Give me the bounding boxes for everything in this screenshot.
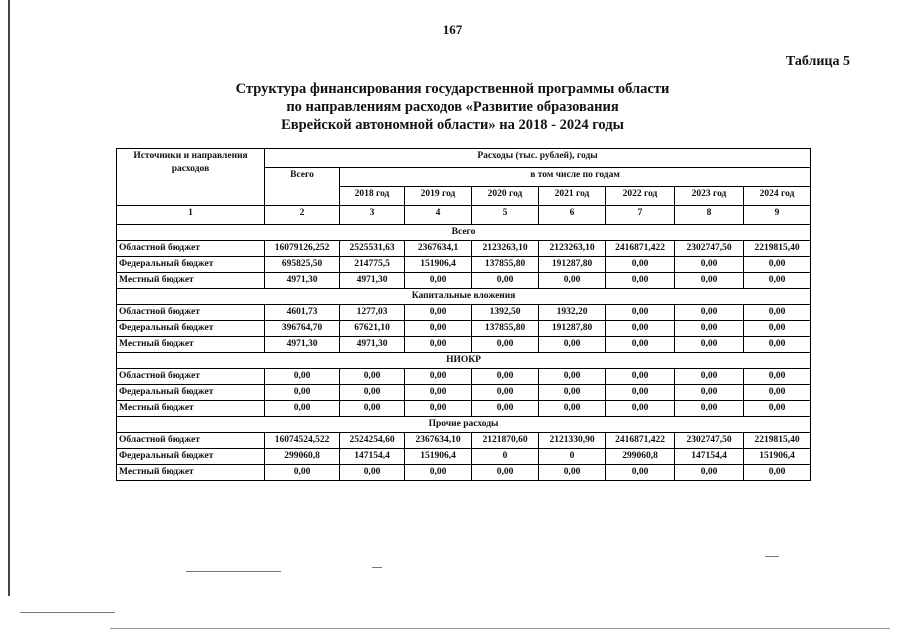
table-cell: 1277,03 <box>340 305 405 321</box>
table-cell: 0,00 <box>472 401 539 417</box>
scan-artifact <box>186 571 281 572</box>
table-cell: 2121870,60 <box>472 433 539 449</box>
table-cell: 695825,50 <box>265 257 340 273</box>
table-cell: 67621,10 <box>340 321 405 337</box>
header-by-year: в том числе по годам <box>340 168 811 187</box>
table-row <box>117 273 811 289</box>
table-cell: 137855,80 <box>472 257 539 273</box>
section-title: Всего <box>117 225 811 241</box>
row-label: Местный бюджет <box>117 465 265 481</box>
table-cell: 1932,20 <box>539 305 606 321</box>
column-number: 3 <box>340 206 405 225</box>
table-cell: 16074524,522 <box>265 433 340 449</box>
table-cell: 2121330,90 <box>539 433 606 449</box>
table-row <box>117 401 811 417</box>
table-row <box>117 465 811 481</box>
header-year: 2021 год <box>539 187 606 206</box>
table-row <box>117 385 811 401</box>
table-cell: 0 <box>472 449 539 465</box>
column-number: 4 <box>405 206 472 225</box>
table-cell: 0,00 <box>675 369 744 385</box>
table-cell: 0,00 <box>606 385 675 401</box>
table-cell: 0,00 <box>539 273 606 289</box>
table-row <box>117 241 811 257</box>
table-cell: 0,00 <box>744 321 811 337</box>
table-cell: 191287,80 <box>539 257 606 273</box>
table-cell: 2302747,50 <box>675 433 744 449</box>
table-cell: 0,00 <box>744 337 811 353</box>
table-cell: 0,00 <box>340 401 405 417</box>
table-cell: 0,00 <box>744 273 811 289</box>
table-cell: 4601,73 <box>265 305 340 321</box>
section-title: Прочие расходы <box>117 417 811 433</box>
header-expenses: Расходы (тыс. рублей), годы <box>265 149 811 168</box>
row-label: Местный бюджет <box>117 401 265 417</box>
table-cell: 0,00 <box>472 369 539 385</box>
table-cell: 0,00 <box>405 401 472 417</box>
section-title: НИОКР <box>117 353 811 369</box>
row-label: Местный бюджет <box>117 273 265 289</box>
table-cell: 0,00 <box>265 401 340 417</box>
row-label: Федеральный бюджет <box>117 257 265 273</box>
row-label: Федеральный бюджет <box>117 385 265 401</box>
table-cell: 0,00 <box>539 385 606 401</box>
table-cell: 0,00 <box>675 465 744 481</box>
table-cell: 0,00 <box>606 273 675 289</box>
scan-artifact <box>20 612 115 613</box>
table-cell: 4971,30 <box>265 273 340 289</box>
table-cell: 0,00 <box>405 337 472 353</box>
table-cell: 0,00 <box>744 385 811 401</box>
table-cell: 2123263,10 <box>539 241 606 257</box>
table-cell: 0 <box>539 449 606 465</box>
table-cell: 0,00 <box>675 337 744 353</box>
table-row <box>117 305 811 321</box>
table-row <box>117 257 811 273</box>
row-label: Областной бюджет <box>117 305 265 321</box>
header-year: 2023 год <box>675 187 744 206</box>
table-cell: 0,00 <box>744 465 811 481</box>
table-cell: 0,00 <box>405 321 472 337</box>
table-cell: 2524254,60 <box>340 433 405 449</box>
table-cell: 0,00 <box>472 337 539 353</box>
table-cell: 0,00 <box>340 369 405 385</box>
header-year: 2020 год <box>472 187 539 206</box>
table-cell: 0,00 <box>675 305 744 321</box>
header-year: 2022 год <box>606 187 675 206</box>
section-header-row <box>117 353 811 369</box>
scan-artifact <box>110 628 890 629</box>
table-cell: 0,00 <box>744 305 811 321</box>
section-header-row <box>117 289 811 305</box>
header-year: 2019 год <box>405 187 472 206</box>
table-cell: 151906,4 <box>405 449 472 465</box>
column-number: 2 <box>265 206 340 225</box>
table-cell: 2525531,63 <box>340 241 405 257</box>
table-cell: 0,00 <box>340 465 405 481</box>
table-cell: 0,00 <box>539 369 606 385</box>
column-number: 9 <box>744 206 811 225</box>
table-cell: 4971,30 <box>340 337 405 353</box>
table-cell: 4971,30 <box>340 273 405 289</box>
table-row <box>117 433 811 449</box>
table-row <box>117 449 811 465</box>
column-number: 1 <box>117 206 265 225</box>
title-line: по направлениям расходов «Развитие образования <box>286 99 619 115</box>
table-cell: 1392,50 <box>472 305 539 321</box>
table-cell: 0,00 <box>675 385 744 401</box>
table-cell: 0,00 <box>744 401 811 417</box>
table-row <box>117 369 811 385</box>
table-cell: 0,00 <box>265 385 340 401</box>
section-header-row <box>117 417 811 433</box>
table-cell: 2302747,50 <box>675 241 744 257</box>
title-line: Еврейской автономной области» на 2018 - 2024 годы <box>281 117 624 133</box>
table-cell: 396764,70 <box>265 321 340 337</box>
table-cell: 0,00 <box>606 321 675 337</box>
financing-table <box>116 148 811 481</box>
table-cell: 0,00 <box>606 305 675 321</box>
page-number: 167 <box>442 22 463 37</box>
row-label: Местный бюджет <box>117 337 265 353</box>
table-cell: 147154,4 <box>675 449 744 465</box>
table-cell: 0,00 <box>472 465 539 481</box>
table-label: Таблица 5 <box>785 54 850 69</box>
table-cell: 16079126,252 <box>265 241 340 257</box>
table-cell: 0,00 <box>405 273 472 289</box>
table-cell: 0,00 <box>675 321 744 337</box>
table-cell: 214775,5 <box>340 257 405 273</box>
table-cell: 0,00 <box>675 401 744 417</box>
section-header-row <box>117 225 811 241</box>
table-cell: 2123263,10 <box>472 241 539 257</box>
header-year: 2024 год <box>744 187 811 206</box>
table-cell: 0,00 <box>744 257 811 273</box>
table-cell: 0,00 <box>606 401 675 417</box>
table-cell: 0,00 <box>606 465 675 481</box>
table-cell: 0,00 <box>405 305 472 321</box>
table-cell: 2367634,10 <box>405 433 472 449</box>
table-cell: 2219815,40 <box>744 241 811 257</box>
table-cell: 2367634,1 <box>405 241 472 257</box>
table-cell: 151906,4 <box>744 449 811 465</box>
table-cell: 191287,80 <box>539 321 606 337</box>
row-label: Федеральный бюджет <box>117 321 265 337</box>
header-sources: Источники и направления расходов <box>117 149 265 206</box>
table-cell: 0,00 <box>675 273 744 289</box>
scan-artifact <box>372 567 382 568</box>
table-row <box>117 321 811 337</box>
column-number: 8 <box>675 206 744 225</box>
table-cell: 0,00 <box>472 385 539 401</box>
row-label: Областной бюджет <box>117 369 265 385</box>
table-cell: 0,00 <box>405 369 472 385</box>
row-label: Областной бюджет <box>117 241 265 257</box>
table-row <box>117 337 811 353</box>
table-cell: 2416871,422 <box>606 241 675 257</box>
table-cell: 147154,4 <box>340 449 405 465</box>
table-cell: 137855,80 <box>472 321 539 337</box>
section-title: Капитальные вложения <box>117 289 811 305</box>
table-cell: 0,00 <box>539 465 606 481</box>
table-cell: 2416871,422 <box>606 433 675 449</box>
table-body <box>117 225 811 481</box>
table-cell: 0,00 <box>472 273 539 289</box>
table-cell: 0,00 <box>405 465 472 481</box>
row-label: Федеральный бюджет <box>117 449 265 465</box>
column-number: 7 <box>606 206 675 225</box>
table-cell: 2219815,40 <box>744 433 811 449</box>
table-cell: 0,00 <box>340 385 405 401</box>
table-cell: 0,00 <box>539 337 606 353</box>
table-cell: 0,00 <box>744 369 811 385</box>
table-cell: 0,00 <box>675 257 744 273</box>
table-cell: 0,00 <box>265 465 340 481</box>
table-cell: 299060,8 <box>265 449 340 465</box>
table-cell: 299060,8 <box>606 449 675 465</box>
table-cell: 4971,30 <box>265 337 340 353</box>
header-year: 2018 год <box>340 187 405 206</box>
table-cell: 151906,4 <box>405 257 472 273</box>
column-number: 5 <box>472 206 539 225</box>
table-cell: 0,00 <box>539 401 606 417</box>
scan-artifact <box>765 556 779 557</box>
header-total: Всего <box>265 168 340 206</box>
column-number: 6 <box>539 206 606 225</box>
document-title <box>0 80 905 134</box>
table-cell: 0,00 <box>405 385 472 401</box>
table-cell: 0,00 <box>606 369 675 385</box>
table-cell: 0,00 <box>606 257 675 273</box>
row-label: Областной бюджет <box>117 433 265 449</box>
table-cell: 0,00 <box>265 369 340 385</box>
title-line: Структура финансирования государственной программы области <box>235 81 670 97</box>
table-cell: 0,00 <box>606 337 675 353</box>
